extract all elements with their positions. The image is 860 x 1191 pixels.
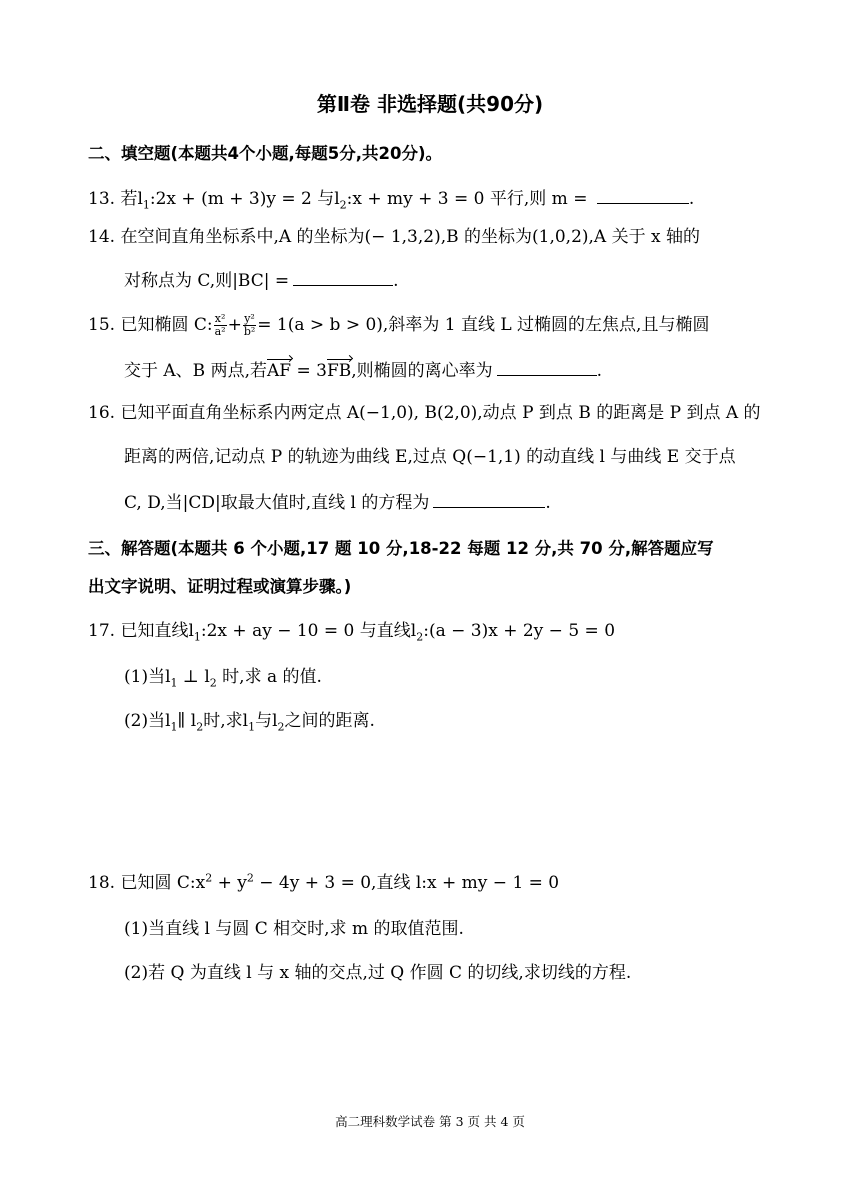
subscript: 1 bbox=[170, 676, 178, 690]
question-text: 已知平面直角坐标系内两定点 A(−1,0), B(2,0),动点 P 到点 B 的距离是 P 到点 A 的 bbox=[120, 403, 761, 423]
question-text: 已知直线l bbox=[120, 621, 194, 641]
question-14-line-2 bbox=[124, 266, 399, 291]
question-text: = 3 bbox=[291, 361, 327, 381]
denominator: a² bbox=[214, 325, 226, 338]
answer-blank[interactable] bbox=[293, 284, 393, 286]
question-16-line-1 bbox=[88, 398, 761, 423]
section-title: 第Ⅱ卷 非选择题(共90分) bbox=[316, 92, 544, 116]
question-18-part-2: (2)若 Q 为直线 l 与 x 轴的交点,过 Q 作圆 C 的切线,求切线的方程. bbox=[124, 963, 632, 983]
subscript: 2 bbox=[277, 720, 285, 734]
plus-sign: + bbox=[227, 315, 242, 335]
question-16-line-2 bbox=[124, 442, 736, 467]
question-text: 若l bbox=[120, 189, 143, 209]
subscript: 1 bbox=[193, 630, 201, 644]
question-number: 18. bbox=[88, 873, 116, 893]
question-text: 在空间直角坐标系中,A 的坐标为(− 1,3,2),B 的坐标为(1,0,2),A 关于 x 轴的 bbox=[120, 227, 701, 247]
vector-fb: FB bbox=[326, 361, 352, 381]
question-17 bbox=[88, 616, 615, 643]
question-text: :2x + (m + 3)y = 2 与l bbox=[149, 189, 340, 209]
question-17-part-2 bbox=[124, 706, 375, 733]
period: . bbox=[545, 493, 551, 513]
question-15-line-2 bbox=[124, 356, 602, 381]
question-13 bbox=[88, 184, 694, 211]
answer-section-heading-line-2: 出文字说明、证明过程或演算步骤。) bbox=[88, 577, 352, 596]
page-footer: 高二理科数学试卷 第 3 页 共 4 页 bbox=[335, 1114, 525, 1129]
question-number: 13. bbox=[88, 189, 116, 209]
answer-blank[interactable] bbox=[433, 506, 545, 508]
question-18 bbox=[88, 868, 559, 893]
question-text: :2x + ay − 10 = 0 与直线l bbox=[200, 621, 417, 641]
part-text: ∥ l bbox=[177, 711, 197, 731]
subscript: 2 bbox=[416, 630, 424, 644]
fraction-x2-a2 bbox=[214, 313, 227, 338]
question-number: 14. bbox=[88, 227, 116, 247]
subscript: 1 bbox=[170, 720, 178, 734]
answer-blank[interactable] bbox=[597, 202, 689, 204]
period: . bbox=[688, 189, 695, 209]
subscript: 2 bbox=[339, 198, 347, 212]
subscript: 2 bbox=[196, 720, 204, 734]
numerator: y² bbox=[244, 312, 255, 325]
question-text: − 4y + 3 = 0,直线 l:x + my − 1 = 0 bbox=[253, 873, 560, 893]
question-text: C, D,当|CD|取最大值时,直线 l 的方程为 bbox=[124, 493, 430, 513]
question-text: :x + my + 3 = 0 平行,则 m = bbox=[346, 189, 593, 209]
question-text: :(a − 3)x + 2y − 5 = 0 bbox=[423, 621, 616, 641]
subscript: 2 bbox=[209, 676, 217, 690]
question-number: 15. bbox=[88, 315, 116, 335]
question-16-line-3 bbox=[124, 488, 551, 513]
question-text: = 1(a > b > 0),斜率为 1 直线 L 过椭圆的左焦点,且与椭圆 bbox=[257, 315, 710, 335]
question-14-line-1 bbox=[88, 222, 700, 247]
superscript: 2 bbox=[246, 871, 254, 885]
numerator: x² bbox=[214, 312, 226, 325]
part-text: 时,求l bbox=[203, 711, 249, 731]
subscript: 1 bbox=[248, 720, 256, 734]
question-text: 距离的两倍,记动点 P 的轨迹为曲线 E,过点 Q(−1,1) 的动直线 l 与曲线 E 交于点 bbox=[124, 447, 736, 467]
part-text: 之间的距离. bbox=[284, 711, 375, 731]
question-text: 已知椭圆 C: bbox=[120, 315, 213, 335]
period: . bbox=[596, 361, 603, 381]
part-text: 时,求 a 的值. bbox=[216, 667, 322, 687]
question-text: 交于 A、B 两点,若 bbox=[124, 361, 267, 381]
answer-blank[interactable] bbox=[497, 374, 597, 376]
denominator: b² bbox=[243, 325, 256, 338]
question-text: + y bbox=[212, 873, 247, 893]
subscript: 1 bbox=[142, 198, 150, 212]
part-text: ⊥ l bbox=[177, 667, 210, 687]
question-17-part-1 bbox=[124, 662, 322, 689]
fill-section-heading: 二、填空题(本题共4个小题,每题5分,共20分)。 bbox=[88, 144, 443, 163]
question-text: 已知圆 C:x bbox=[120, 873, 206, 893]
question-15-line-1 bbox=[88, 310, 709, 338]
answer-section-heading-line-1: 三、解答题(本题共 6 个小题,17 题 10 分,18-22 每题 12 分,共 70 分,解答题应写 bbox=[88, 539, 714, 558]
part-text: 与l bbox=[255, 711, 278, 731]
vector-af: AF bbox=[266, 361, 292, 381]
question-number: 16. bbox=[88, 403, 116, 423]
superscript: 2 bbox=[205, 871, 213, 885]
period: . bbox=[393, 271, 399, 291]
part-text: (1)当l bbox=[124, 667, 171, 687]
fraction-y2-b2 bbox=[243, 313, 256, 338]
question-text: 对称点为 C,则|BC| = bbox=[124, 271, 290, 291]
question-18-part-1: (1)当直线 l 与圆 C 相交时,求 m 的取值范围. bbox=[124, 919, 464, 939]
question-number: 17. bbox=[88, 621, 116, 641]
question-text: ,则椭圆的离心率为 bbox=[351, 361, 493, 381]
part-text: (2)当l bbox=[124, 711, 171, 731]
